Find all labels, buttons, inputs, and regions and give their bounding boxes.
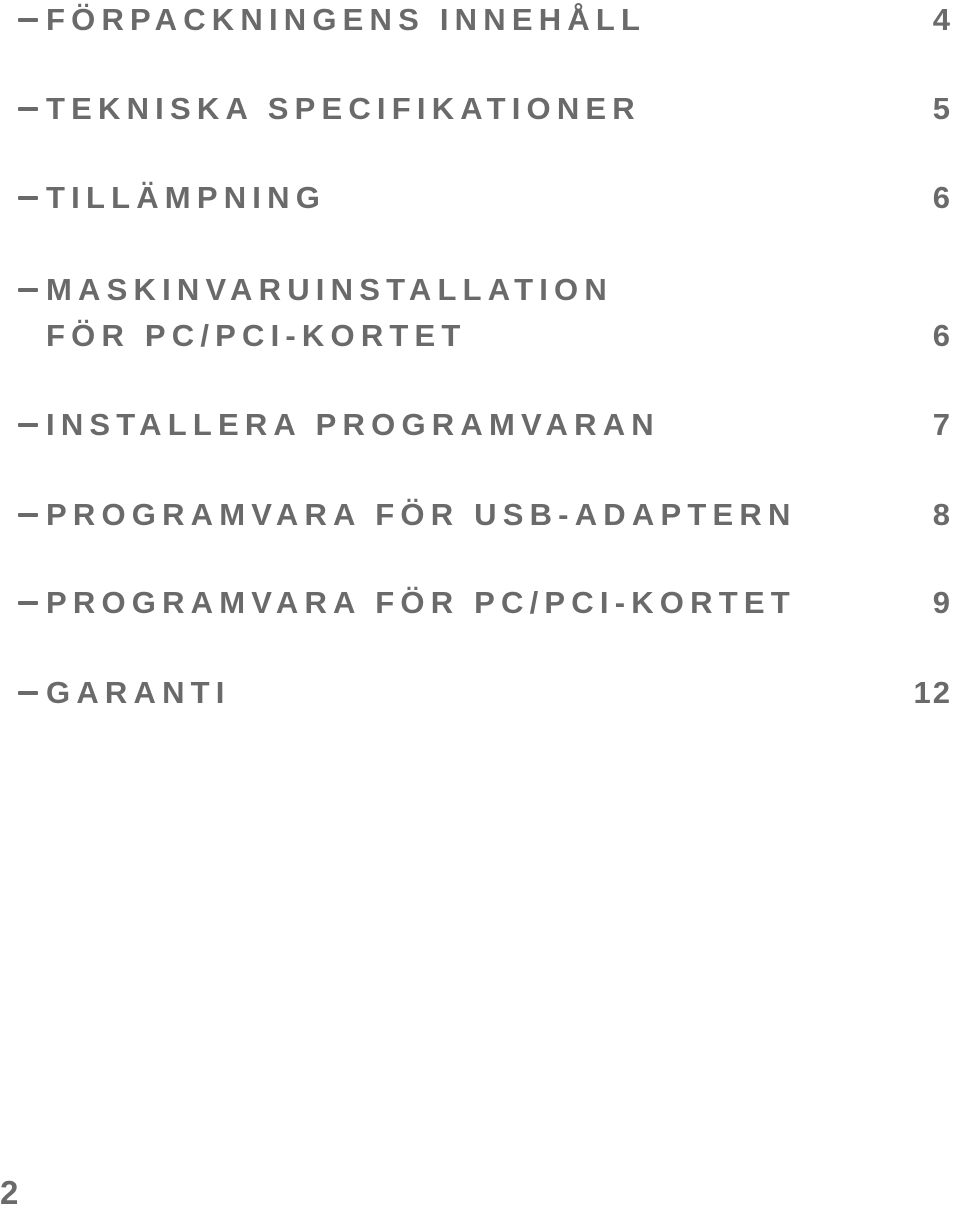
toc-entry-page: 12 — [913, 675, 952, 710]
dash-bullet-icon — [18, 107, 38, 111]
dash-bullet-icon — [18, 288, 38, 292]
toc-entry-page: 8 — [932, 497, 952, 532]
toc-entry-page: 7 — [932, 407, 952, 442]
toc-entry-title: TEKNISKA SPECIFIKATIONER — [46, 91, 641, 126]
dash-bullet-icon — [18, 18, 38, 22]
footer-page-number: 2 — [0, 1174, 19, 1211]
dash-bullet-icon — [18, 196, 38, 200]
toc-entry-title: FÖRPACKNINGENS INNEHÅLL — [46, 2, 647, 37]
toc-entry-page: 9 — [932, 585, 952, 620]
toc-entry-page: 4 — [932, 2, 952, 37]
dash-bullet-icon — [18, 601, 38, 605]
toc-entry-title: GARANTI — [46, 675, 231, 710]
dash-bullet-icon — [18, 423, 38, 427]
dash-bullet-icon — [18, 691, 38, 695]
toc-entry-title: PROGRAMVARA FÖR USB-ADAPTERN — [46, 497, 797, 532]
toc-entry-title-line-1: MASKINVARUINSTALLATION — [46, 272, 613, 307]
toc-entry-title: INSTALLERA PROGRAMVARAN — [46, 407, 660, 442]
toc-entry-page: 6 — [932, 180, 952, 215]
toc-entry-title: TILLÄMPNING — [46, 180, 327, 215]
toc-entry-page: 6 — [932, 318, 952, 353]
toc-entry-title-line-2: FÖR PC/PCI-KORTET — [46, 318, 467, 353]
toc-entry-title: PROGRAMVARA FÖR PC/PCI-KORTET — [46, 585, 796, 620]
toc-entry-page: 5 — [932, 91, 952, 126]
dash-bullet-icon — [18, 513, 38, 517]
